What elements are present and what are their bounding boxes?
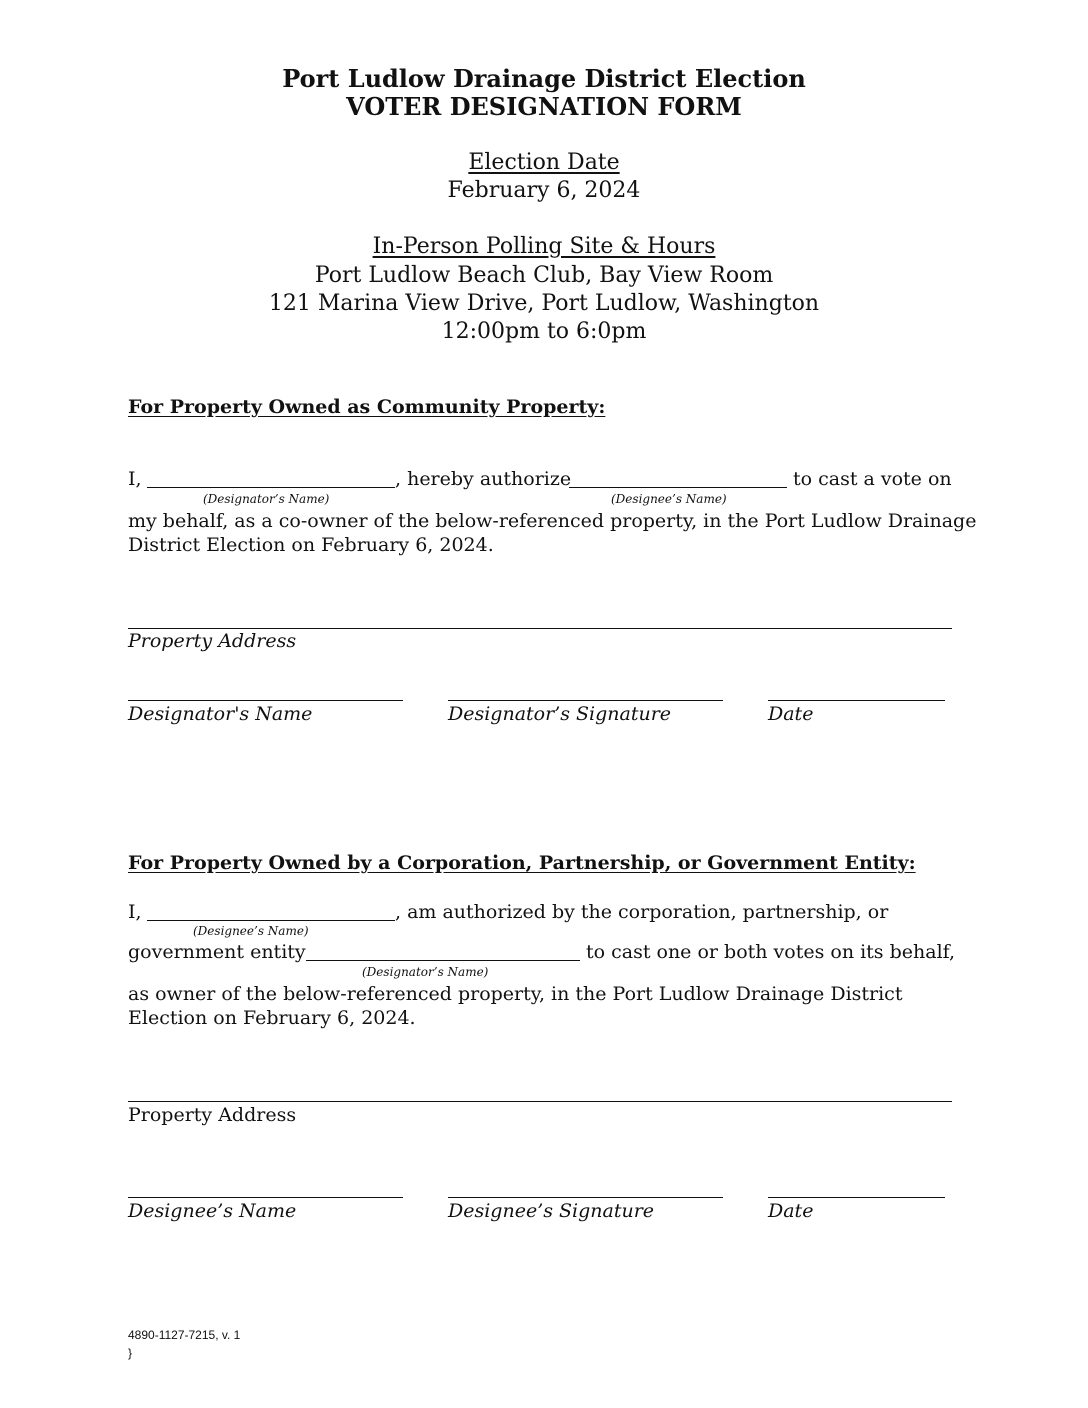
corporate-body-line3: as owner of the below-referenced property, in the Port Ludlow Drainage District: [128, 983, 903, 1005]
community-designee-name-blank[interactable]: [569, 487, 787, 488]
corporate-designee-signature-label: Designee’s Signature: [448, 1200, 655, 1222]
corporate-i-text: I,: [128, 901, 142, 923]
corporate-property-address-label: Property Address: [128, 1104, 297, 1126]
corporate-designee-signature-line[interactable]: [448, 1197, 723, 1198]
election-date: February 6, 2024: [447, 178, 641, 203]
community-i-text: I,: [128, 468, 142, 490]
corporate-entity-blank[interactable]: [306, 960, 580, 961]
community-section-heading: For Property Owned as Community Property:: [128, 396, 606, 418]
corporate-cast-text: to cast one or both votes on its behalf,: [586, 941, 956, 963]
corporate-designee-name-blank[interactable]: [147, 920, 395, 921]
form-subtitle: VOTER DESIGNATION FORM: [346, 92, 742, 121]
corporate-designator-caption: (Designator’s Name): [362, 965, 489, 979]
community-authorize-text: , hereby authorize: [395, 468, 572, 490]
community-designator-name-label: Designator's Name: [128, 703, 313, 725]
polling-address: 121 Marina View Drive, Port Ludlow, Washington: [268, 291, 820, 316]
corporate-designee-name-line[interactable]: [128, 1197, 403, 1198]
corporate-section-heading: For Property Owned by a Corporation, Partnership, or Government Entity:: [128, 852, 916, 874]
corporate-authorized-text: , am authorized by the corporation, partnership, or: [395, 901, 889, 923]
corporate-designee-name-label: Designee’s Name: [128, 1200, 297, 1222]
polling-heading: In-Person Polling Site & Hours: [372, 234, 716, 259]
community-designator-caption: (Designator’s Name): [203, 492, 330, 506]
document-id: 4890-1127-7215, v. 1: [128, 1328, 241, 1342]
corporate-date-line[interactable]: [768, 1197, 945, 1198]
community-designator-signature-line[interactable]: [448, 700, 723, 701]
corporate-body-line4: Election on February 6, 2024.: [128, 1007, 416, 1029]
form-title: Port Ludlow Drainage District Election: [282, 64, 806, 93]
community-property-address-blank[interactable]: [128, 628, 952, 629]
community-designee-caption: (Designee’s Name): [611, 492, 727, 506]
corporate-designee-caption: (Designee’s Name): [193, 924, 309, 938]
community-designator-name-blank[interactable]: [147, 487, 395, 488]
election-date-heading: Election Date: [468, 150, 620, 175]
community-property-address-label: Property Address: [128, 630, 297, 652]
footer-mark: }: [128, 1346, 133, 1360]
polling-hours: 12:00pm to 6:0pm: [441, 319, 647, 344]
corporate-entity-text: government entity: [128, 941, 306, 963]
polling-site: Port Ludlow Beach Club, Bay View Room: [314, 263, 774, 288]
community-body-line2: my behalf, as a co-owner of the below-referenced property, in the Port Ludlow Drainage: [128, 510, 977, 532]
community-designator-signature-label: Designator’s Signature: [448, 703, 672, 725]
corporate-date-label: Date: [768, 1200, 814, 1222]
corporate-property-address-blank[interactable]: [128, 1101, 952, 1102]
community-body-line3: District Election on February 6, 2024.: [128, 534, 494, 556]
community-date-label: Date: [768, 703, 814, 725]
community-designator-name-line[interactable]: [128, 700, 403, 701]
community-date-line[interactable]: [768, 700, 945, 701]
community-cast-text: to cast a vote on: [793, 468, 952, 490]
